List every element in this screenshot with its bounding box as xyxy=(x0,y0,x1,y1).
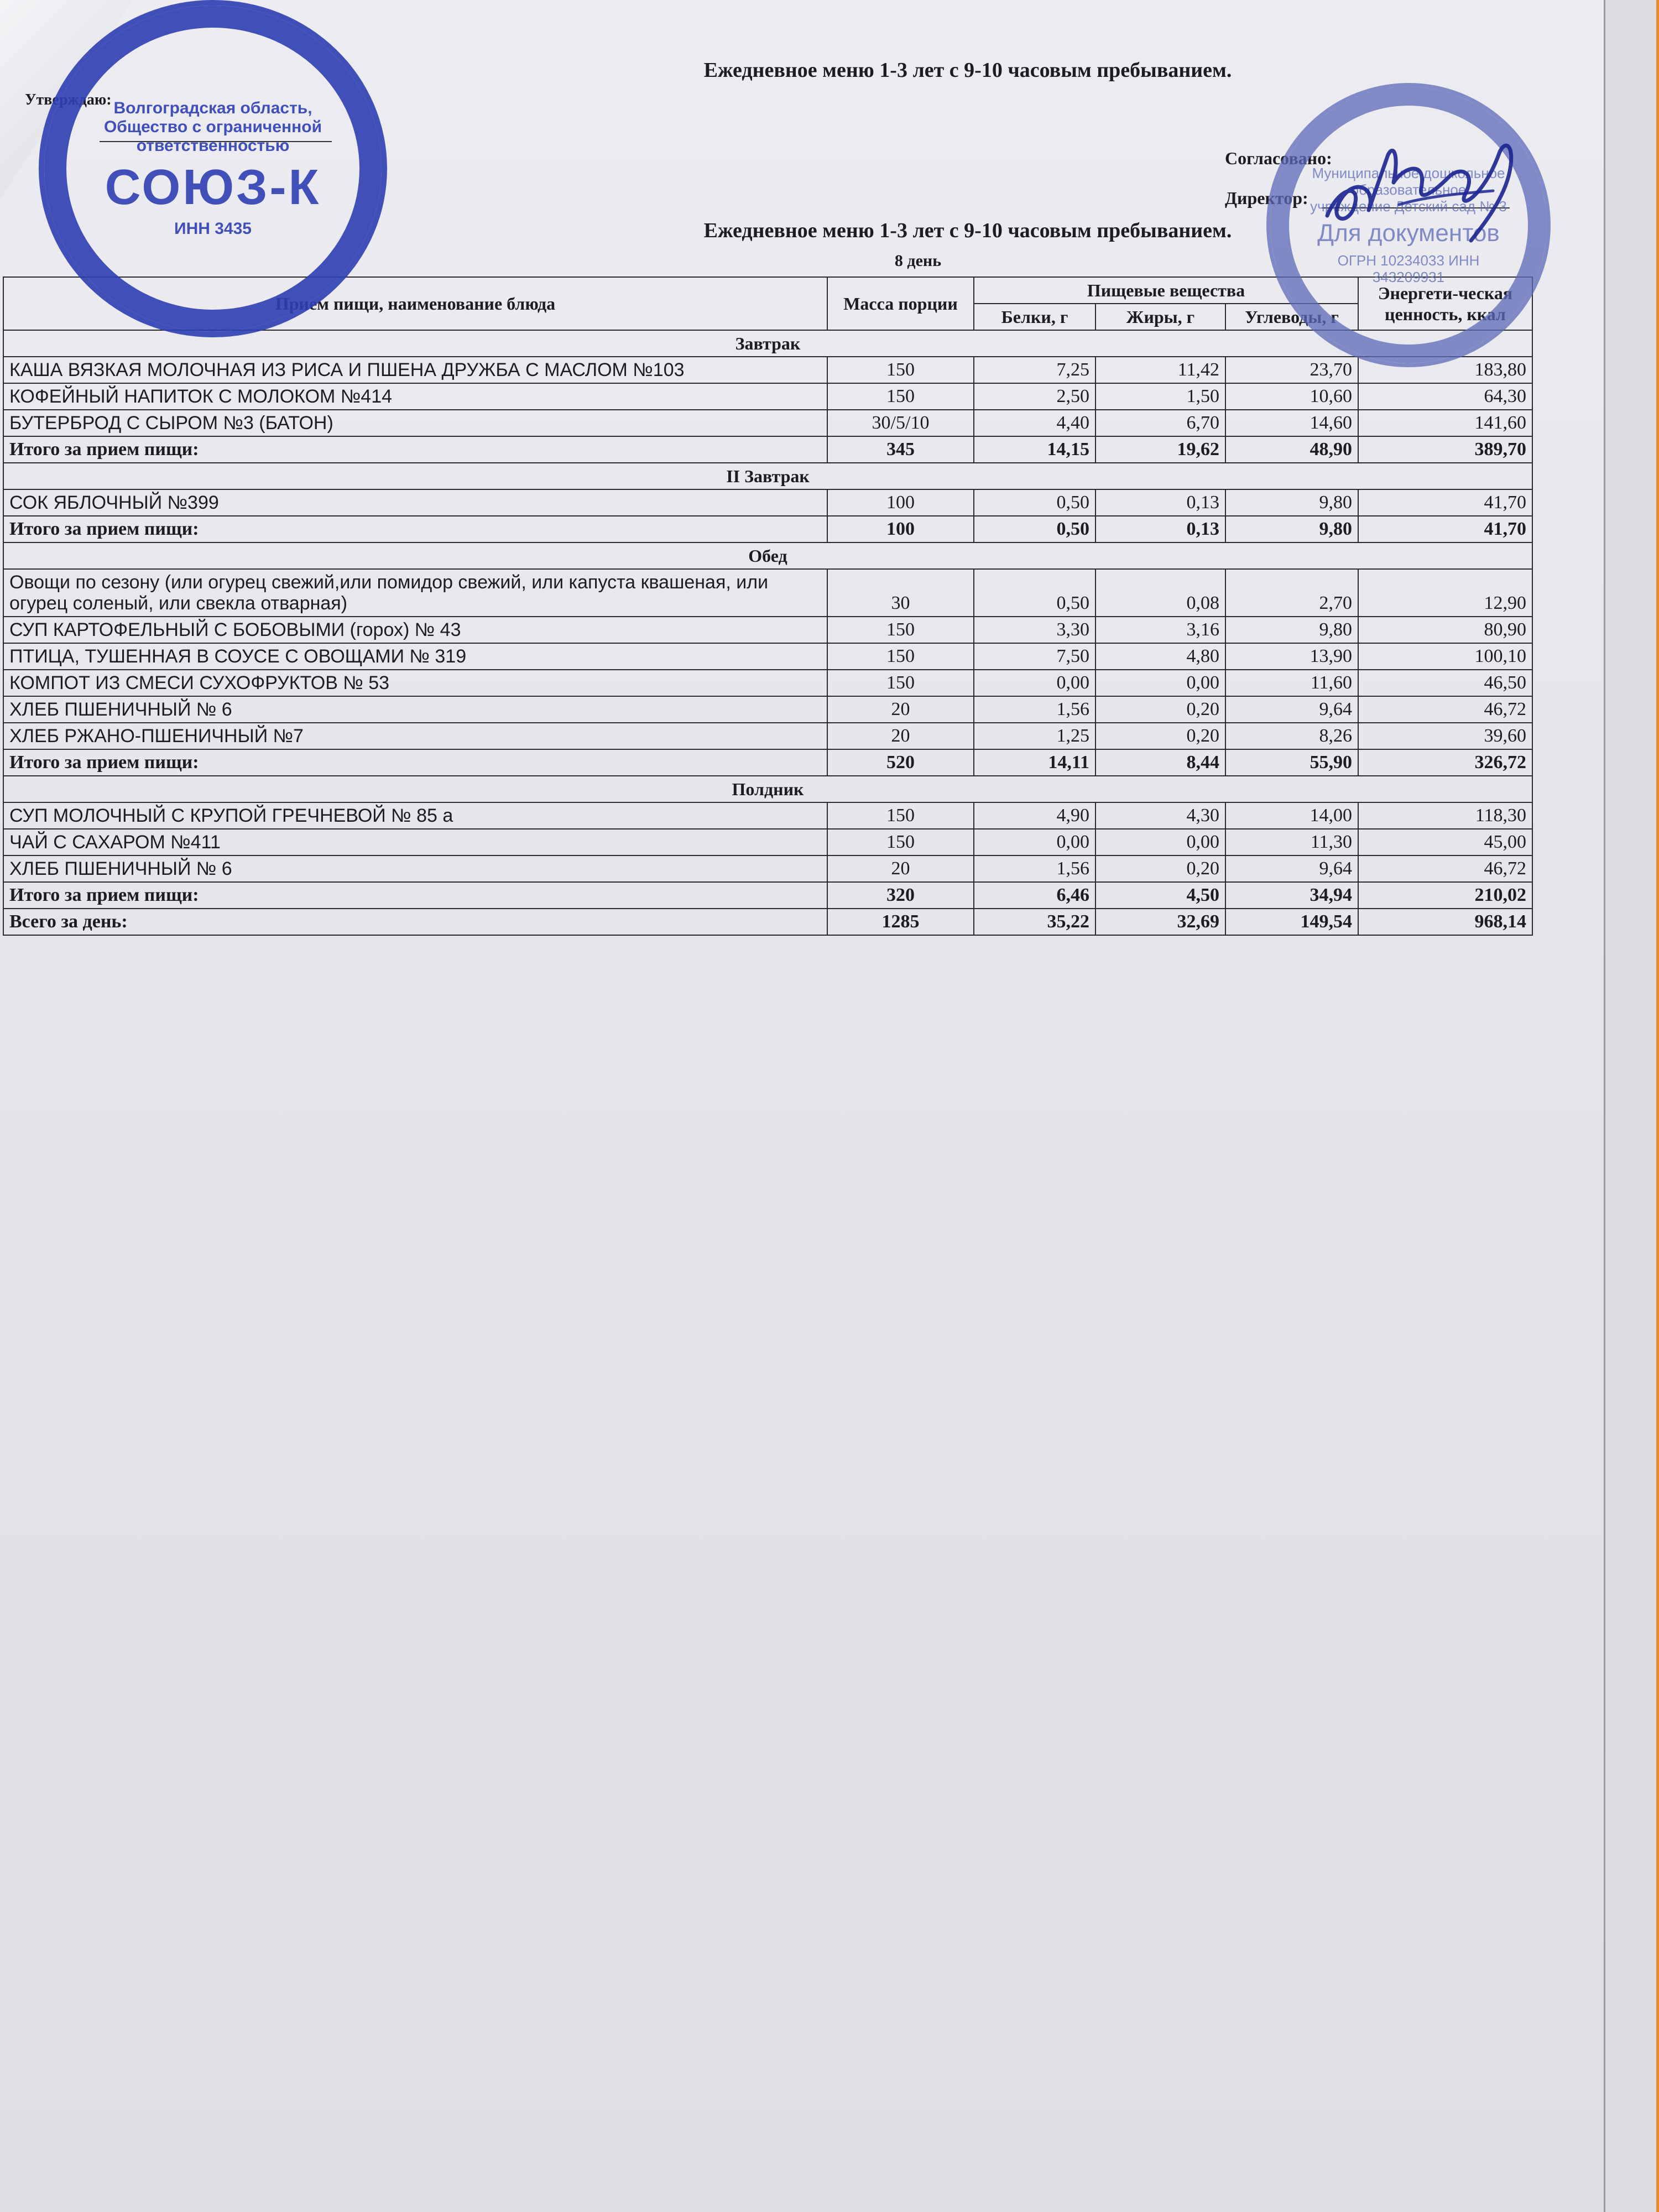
cell-protein: 0,00 xyxy=(974,670,1095,696)
cell-fat: 3,16 xyxy=(1095,617,1225,643)
total-fat: 0,13 xyxy=(1095,516,1225,542)
stamp-right-ring-bottom: ОГРН 10234033 ИНН 343209931 xyxy=(1337,252,1480,285)
section-row xyxy=(3,776,1532,802)
stamp-left-center: СОЮЗ-К xyxy=(105,160,321,215)
grand-total-label: Всего за день: xyxy=(3,909,827,935)
header-energy: Энергети-ческая ценность, ккал xyxy=(1358,277,1532,330)
table-row xyxy=(3,357,1532,383)
dish-name: СУП МОЛОЧНЫЙ С КРУПОЙ ГРЕЧНЕВОЙ № 85 а xyxy=(3,802,827,829)
table-row xyxy=(3,829,1532,855)
cell-mass: 150 xyxy=(827,617,974,643)
total-label: Итого за прием пищи: xyxy=(3,749,827,776)
section-title: Завтрак xyxy=(3,330,1532,357)
header-fat: Жиры, г xyxy=(1095,304,1225,330)
cell-mass: 150 xyxy=(827,383,974,410)
total-mass: 100 xyxy=(827,516,974,542)
total-carbs: 34,94 xyxy=(1225,882,1358,909)
cell-carbs: 9,80 xyxy=(1225,489,1358,516)
table-row xyxy=(3,855,1532,882)
total-carbs: 9,80 xyxy=(1225,516,1358,542)
table-row xyxy=(3,617,1532,643)
section-row xyxy=(3,542,1532,569)
cell-carbs: 8,26 xyxy=(1225,723,1358,749)
cell-carbs: 13,90 xyxy=(1225,643,1358,670)
stamp-left-ring-top: Волгоградская область, Общество с ограниченной ответственностью xyxy=(103,99,322,155)
table-row xyxy=(3,670,1532,696)
cell-mass: 30/5/10 xyxy=(827,410,974,436)
cell-kcal: 183,80 xyxy=(1358,357,1532,383)
director-label: Директор: xyxy=(1225,188,1308,208)
cell-protein: 1,56 xyxy=(974,696,1095,723)
total-fat: 19,62 xyxy=(1095,436,1225,463)
total-protein: 6,46 xyxy=(974,882,1095,909)
meal-total-row xyxy=(3,882,1532,909)
cell-carbs: 9,80 xyxy=(1225,617,1358,643)
grand-total-mass: 1285 xyxy=(827,909,974,935)
total-carbs: 48,90 xyxy=(1225,436,1358,463)
total-kcal: 326,72 xyxy=(1358,749,1532,776)
cell-kcal: 41,70 xyxy=(1358,489,1532,516)
cell-carbs: 14,60 xyxy=(1225,410,1358,436)
cell-fat: 0,13 xyxy=(1095,489,1225,516)
cell-mass: 20 xyxy=(827,696,974,723)
cell-kcal: 46,50 xyxy=(1358,670,1532,696)
cell-protein: 1,56 xyxy=(974,855,1095,882)
cell-protein: 1,25 xyxy=(974,723,1095,749)
document-title-top: Ежедневное меню 1-3 лет с 9-10 часовым пребыванием. xyxy=(703,59,1232,82)
cell-carbs: 9,64 xyxy=(1225,696,1358,723)
cell-fat: 0,20 xyxy=(1095,855,1225,882)
total-kcal: 210,02 xyxy=(1358,882,1532,909)
stamp-right-center: Для документов xyxy=(1317,220,1500,247)
cell-kcal: 141,60 xyxy=(1358,410,1532,436)
cell-fat: 0,20 xyxy=(1095,723,1225,749)
dish-name: ЧАЙ С САХАРОМ №411 xyxy=(3,829,827,855)
dish-name: СУП КАРТОФЕЛЬНЫЙ С БОБОВЫМИ (горох) № 43 xyxy=(3,617,827,643)
day-label: 8 день xyxy=(894,252,942,270)
cell-protein: 0,00 xyxy=(974,829,1095,855)
cell-mass: 20 xyxy=(827,855,974,882)
dish-name: ХЛЕБ РЖАНО-ПШЕНИЧНЫЙ №7 xyxy=(3,723,827,749)
cell-fat: 0,08 xyxy=(1095,569,1225,617)
cell-kcal: 39,60 xyxy=(1358,723,1532,749)
table-row xyxy=(3,643,1532,670)
dish-name: БУТЕРБРОД С СЫРОМ №3 (БАТОН) xyxy=(3,410,827,436)
total-protein: 14,11 xyxy=(974,749,1095,776)
header-dish-name: Прием пищи, наименование блюда xyxy=(3,277,827,330)
total-protein: 14,15 xyxy=(974,436,1095,463)
total-mass: 345 xyxy=(827,436,974,463)
dish-name: ПТИЦА, ТУШЕННАЯ В СОУСЕ С ОВОЩАМИ № 319 xyxy=(3,643,827,670)
total-kcal: 389,70 xyxy=(1358,436,1532,463)
table-row xyxy=(3,410,1532,436)
cell-fat: 1,50 xyxy=(1095,383,1225,410)
cell-mass: 20 xyxy=(827,723,974,749)
cell-kcal: 100,10 xyxy=(1358,643,1532,670)
dish-name: ХЛЕБ ПШЕНИЧНЫЙ № 6 xyxy=(3,696,827,723)
header-carbs: Углеводы, г xyxy=(1225,304,1358,330)
approved-label: Согласовано: xyxy=(1225,148,1332,168)
meal-total-row xyxy=(3,436,1532,463)
section-title: II Завтрак xyxy=(3,463,1532,489)
cell-kcal: 45,00 xyxy=(1358,829,1532,855)
grand-total-fat: 32,69 xyxy=(1095,909,1225,935)
dish-name: СОК ЯБЛОЧНЫЙ №399 xyxy=(3,489,827,516)
cell-protein: 7,25 xyxy=(974,357,1095,383)
menu-table xyxy=(3,276,1533,936)
cell-fat: 0,00 xyxy=(1095,670,1225,696)
grand-total-kcal: 968,14 xyxy=(1358,909,1532,935)
section-title: Полдник xyxy=(3,776,1532,802)
table-row xyxy=(3,723,1532,749)
stamp-right-ring-top: Муниципальное дошкольное образовательное учреждение Детский сад № 3 xyxy=(1310,165,1507,215)
header-nutrients: Пищевые вещества xyxy=(974,277,1358,304)
cell-fat: 11,42 xyxy=(1095,357,1225,383)
total-mass: 520 xyxy=(827,749,974,776)
cell-kcal: 12,90 xyxy=(1358,569,1532,617)
cell-kcal: 118,30 xyxy=(1358,802,1532,829)
table-row xyxy=(3,489,1532,516)
total-fat: 4,50 xyxy=(1095,882,1225,909)
cell-mass: 150 xyxy=(827,829,974,855)
grand-total-carbs: 149,54 xyxy=(1225,909,1358,935)
cell-mass: 150 xyxy=(827,357,974,383)
cell-mass: 150 xyxy=(827,670,974,696)
cell-protein: 4,90 xyxy=(974,802,1095,829)
cell-carbs: 11,30 xyxy=(1225,829,1358,855)
cell-carbs: 14,00 xyxy=(1225,802,1358,829)
dish-name: ХЛЕБ ПШЕНИЧНЫЙ № 6 xyxy=(3,855,827,882)
table-row xyxy=(3,696,1532,723)
cell-fat: 0,20 xyxy=(1095,696,1225,723)
total-carbs: 55,90 xyxy=(1225,749,1358,776)
cell-mass: 100 xyxy=(827,489,974,516)
cell-fat: 6,70 xyxy=(1095,410,1225,436)
total-fat: 8,44 xyxy=(1095,749,1225,776)
total-label: Итого за прием пищи: xyxy=(3,436,827,463)
cell-kcal: 46,72 xyxy=(1358,855,1532,882)
cell-fat: 0,00 xyxy=(1095,829,1225,855)
section-row xyxy=(3,463,1532,489)
stamp-left-ring-bottom: ИНН 3435 xyxy=(174,220,252,238)
cell-mass: 150 xyxy=(827,643,974,670)
cell-protein: 0,50 xyxy=(974,489,1095,516)
table-row xyxy=(3,383,1532,410)
cell-carbs: 10,60 xyxy=(1225,383,1358,410)
meal-total-row xyxy=(3,749,1532,776)
total-kcal: 41,70 xyxy=(1358,516,1532,542)
cell-carbs: 23,70 xyxy=(1225,357,1358,383)
grand-total-protein: 35,22 xyxy=(974,909,1095,935)
director-signature xyxy=(1316,122,1548,249)
cell-fat: 4,80 xyxy=(1095,643,1225,670)
document-title-main: Ежедневное меню 1-3 лет с 9-10 часовым пребыванием. xyxy=(703,219,1232,242)
cell-protein: 0,50 xyxy=(974,569,1095,617)
cell-protein: 7,50 xyxy=(974,643,1095,670)
cell-protein: 2,50 xyxy=(974,383,1095,410)
header-protein: Белки, г xyxy=(974,304,1095,330)
cell-carbs: 11,60 xyxy=(1225,670,1358,696)
dish-name: Овощи по сезону (или огурец свежий,или помидор свежий, или капуста квашеная, или огурец соленый, или свекла отварная) xyxy=(3,569,827,617)
total-mass: 320 xyxy=(827,882,974,909)
cell-kcal: 46,72 xyxy=(1358,696,1532,723)
meal-total-row xyxy=(3,516,1532,542)
dish-name: КОМПОТ ИЗ СМЕСИ СУХОФРУКТОВ № 53 xyxy=(3,670,827,696)
menu-table-body xyxy=(3,330,1532,935)
dish-name: КАША ВЯЗКАЯ МОЛОЧНАЯ ИЗ РИСА И ПШЕНА ДРУЖБА С МАСЛОМ №103 xyxy=(3,357,827,383)
total-label: Итого за прием пищи: xyxy=(3,516,827,542)
cell-kcal: 80,90 xyxy=(1358,617,1532,643)
cell-fat: 4,30 xyxy=(1095,802,1225,829)
total-label: Итого за прием пищи: xyxy=(3,882,827,909)
section-title: Обед xyxy=(3,542,1532,569)
cell-mass: 150 xyxy=(827,802,974,829)
cell-protein: 4,40 xyxy=(974,410,1095,436)
cell-kcal: 64,30 xyxy=(1358,383,1532,410)
left-approval-caption: Утверждаю: xyxy=(25,91,112,108)
header-mass: Масса порции xyxy=(827,277,974,330)
table-row xyxy=(3,802,1532,829)
dish-name: КОФЕЙНЫЙ НАПИТОК С МОЛОКОМ №414 xyxy=(3,383,827,410)
total-protein: 0,50 xyxy=(974,516,1095,542)
cell-carbs: 9,64 xyxy=(1225,855,1358,882)
cell-protein: 3,30 xyxy=(974,617,1095,643)
organization-stamp xyxy=(39,0,387,337)
cell-mass: 30 xyxy=(827,569,974,617)
table-row xyxy=(3,569,1532,617)
grand-total-row xyxy=(3,909,1532,935)
cell-carbs: 2,70 xyxy=(1225,569,1358,617)
